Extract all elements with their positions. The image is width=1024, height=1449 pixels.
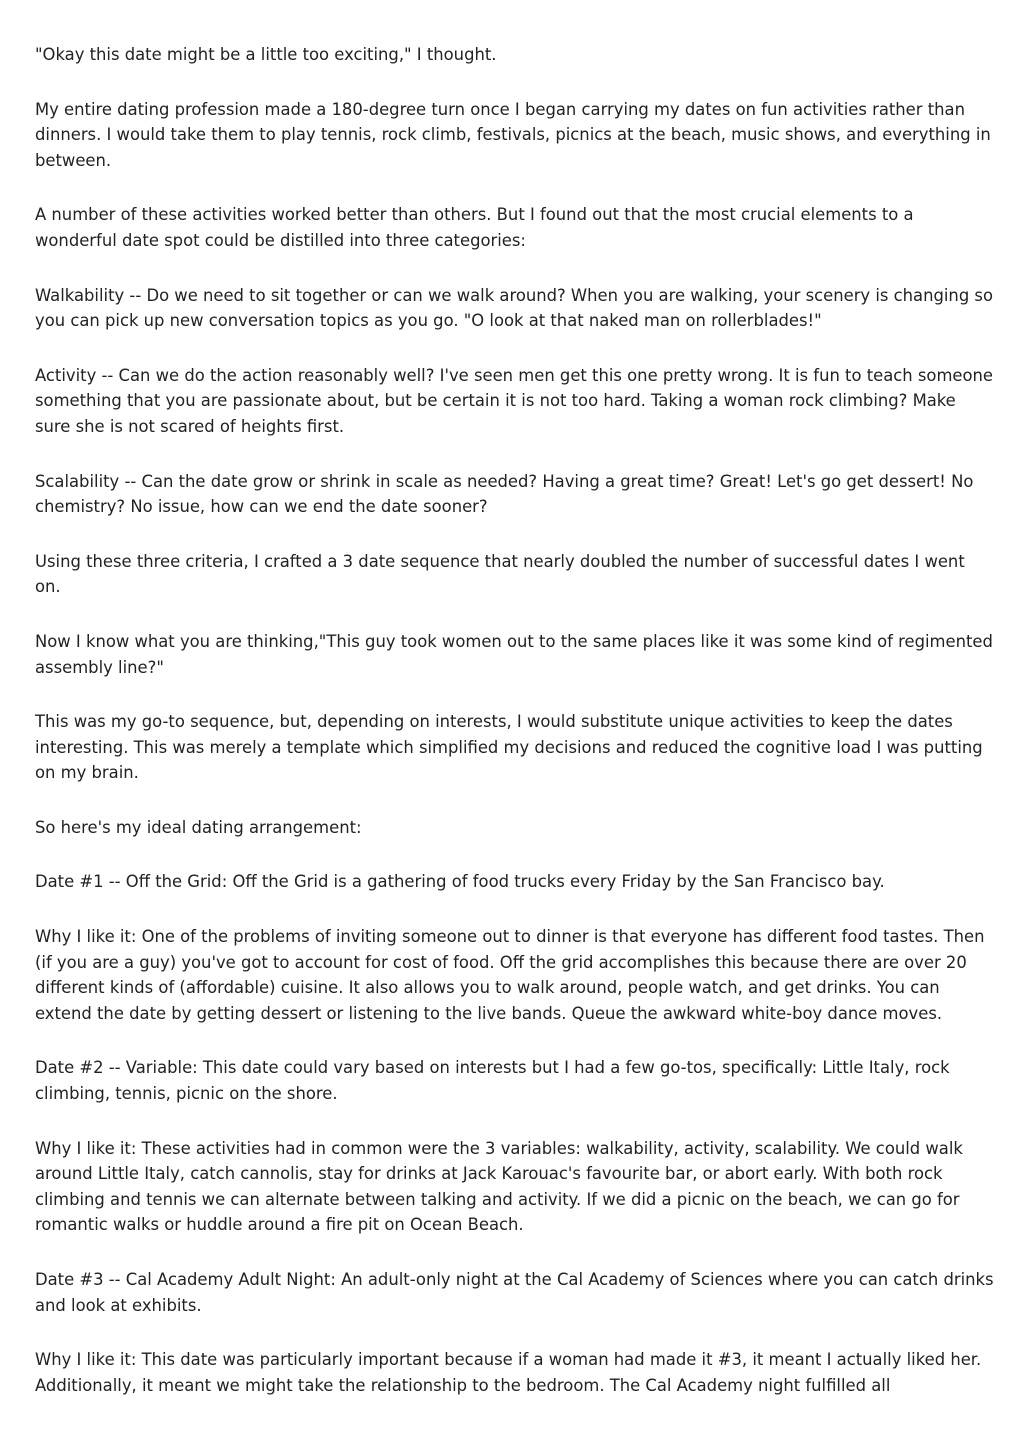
- paragraph-assembly-line: Now I know what you are thinking,"This guy took women out to the same places like it was some kind of regimented assembly line?": [35, 631, 993, 677]
- paragraph-go-to-sequence: This was my go-to sequence, but, depending on interests, I would substitute unique activities to keep the dates interesting. This was merely a template which simplified my decisions and reduced the cognitive load I was putting on my brain.: [35, 712, 983, 783]
- paragraph-date-3-why: Why I like it: This date was particularly important because if a woman had made it #3, it meant I actually liked her. Additionally, it meant we might take the relationship to the bedroom. The Cal Academy night fulfilled all: [35, 1350, 982, 1395]
- paragraph-date-1: Date #1 -- Off the Grid: Off the Grid is a gathering of food trucks every Friday by the San Francisco bay.: [35, 872, 885, 892]
- paragraph-date-1-why: Why I like it: One of the problems of inviting someone out to dinner is that everyone has different food tastes. Then (if you are a guy) you've got to account for cost of food. Off the grid accomplishes this because there are over 20 different kinds of (affordable) cuisine. It also allows you to walk around, people watch, and get drinks. You can extend the date by getting dessert or listening to the live bands. Queue the awkward white-boy dance moves.: [35, 927, 985, 1023]
- paragraph-scalability: Scalability -- Can the date grow or shrink in scale as needed? Having a great time? Great! Let's go get dessert! No chemistry? No issue, how can we end the date sooner?: [35, 471, 974, 517]
- paragraph-criteria: Using these three criteria, I crafted a 3 date sequence that nearly doubled the number of successful dates I went on.: [35, 551, 965, 597]
- paragraph-three-categories: A number of these activities worked better than others. But I found out that the most crucial elements to a wonderful date spot could be distilled into three categories:: [35, 205, 914, 250]
- paragraph-activity: Activity -- Can we do the action reasonably well? I've seen men get this one pretty wrong. It is fun to teach someone something that you are passionate about, but be certain it is not too hard. Taking a woman rock climbing? Make sure she is not scared of heights first.: [35, 365, 994, 436]
- document-body: [35, 42, 995, 1427]
- paragraph-date-3: Date #3 -- Cal Academy Adult Night: An adult-only night at the Cal Academy of Sciences where you can catch drinks and look at exhibits.: [35, 1270, 994, 1315]
- paragraph-ideal-arrangement: So here's my ideal dating arrangement:: [35, 817, 362, 837]
- paragraph-opening-quote: "Okay this date might be a little too exciting," I thought.: [35, 45, 497, 64]
- paragraph-date-2: Date #2 -- Variable: This date could vary based on interests but I had a few go-tos, specifically: Little Italy, rock climbing, tennis, picnic on the shore.: [35, 1058, 950, 1104]
- paragraph-walkability: Walkability -- Do we need to sit together or can we walk around? When you are walking, your scenery is changing so you can pick up new conversation topics as you go. "O look at that naked man on rollerblades!": [35, 285, 994, 331]
- paragraph-date-2-why: Why I like it: These activities had in common were the 3 variables: walkability, activity, scalability. We could walk around Little Italy, catch cannolis, stay for drinks at Jack Karouac's favourite bar, or abort early. With both rock climbing and tennis we can alternate between talking and activity. If we did a picnic on the beach, we can go for romantic walks or huddle around a fire pit on Ocean Beach.: [35, 1138, 963, 1235]
- paragraph-dating-turn: My entire dating profession made a 180-degree turn once I began carrying my dates on fun activities rather than dinners. I would take them to play tennis, rock climb, festivals, picnics at the beach, music shows, and everything in between.: [35, 99, 991, 170]
